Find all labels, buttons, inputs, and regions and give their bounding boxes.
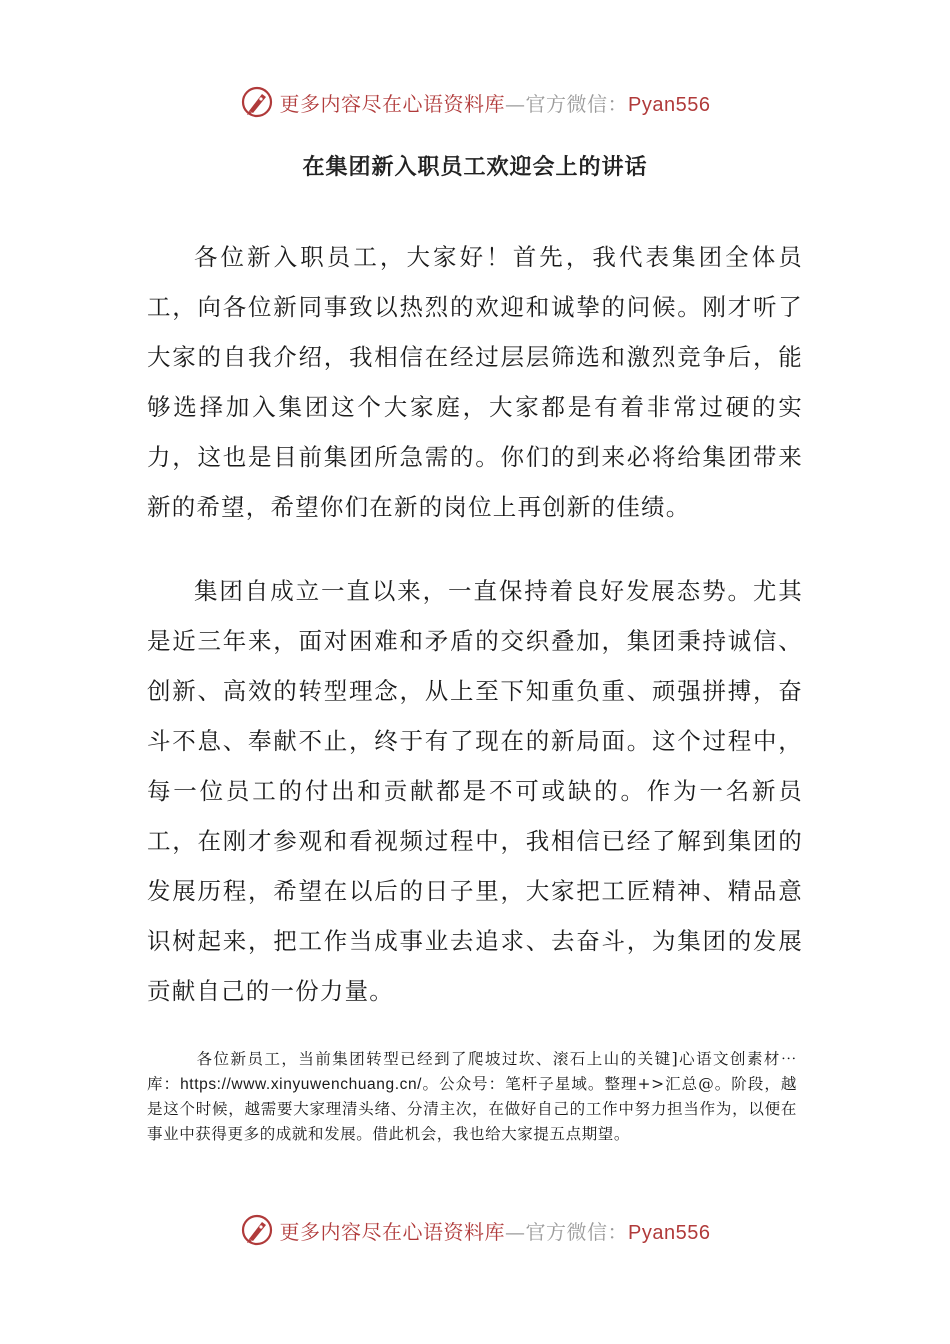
header-banner-dash: — <box>505 91 526 116</box>
footer-banner-text <box>280 1216 711 1245</box>
header-banner-wechat-label: 官方微信： <box>525 91 629 116</box>
footer-banner-main: 更多内容尽在心语资料库 <box>279 1219 506 1244</box>
header-banner <box>0 80 950 124</box>
document-title: 在集团新入职员工欢迎会上的讲话 <box>302 155 648 180</box>
header-banner-main: 更多内容尽在心语资料库 <box>279 91 506 116</box>
footer-banner-wechat-label: 官方微信： <box>525 1219 629 1244</box>
footer-banner-wechat-id: Pyan556 <box>628 1221 711 1244</box>
note-url: https://www.xinyuwenchuang.cn/ <box>180 1076 423 1093</box>
note-text-after-url: 。公众号：笔杆子星域。整理+>汇总@。阶段，越是这个时候，越需要大家理清头绪、分清主次，在做好自己的工作中努力担当作为，以便在事业中获得更多的成就和发展。借此机会，我也给大家提五点期望。 <box>147 1075 797 1143</box>
body-paragraph-2: 集团自成立一直以来，一直保持着良好发展态势。尤其是近三年来，面对困难和矛盾的交织叠加，集团秉持诚信、创新、高效的转型理念，从上至下知重负重、顽强拼搏，奋斗不息、奉献不止，终于有了现在的新局面。这个过程中，每一位员工的付出和贡献都是不可或缺的。作为一名新员工，在刚才参观和看视频过程中，我相信已经了解到集团的发展历程，希望在以后的日子里，大家把工匠精神、精品意识树起来，把工作当成事业去追求、去奋斗，为集团的发展贡献自己的一份力量。 <box>147 577 803 1005</box>
pen-logo-icon <box>240 1213 274 1247</box>
pen-logo-icon <box>240 85 274 119</box>
footer-banner-dash: — <box>505 1219 526 1244</box>
body-paragraph-1: 各位新入职员工，大家好！首先，我代表集团全体员工，向各位新同事致以热烈的欢迎和诚挚的问候。刚才听了大家的自我介绍，我相信在经过层层筛选和激烈竞争后，能够选择加入集团这个大家庭，大家都是有着非常过硬的实力，这也是目前集团所急需的。你们的到来必将给集团带来新的希望，希望你们在新的岗位上再创新的佳绩。 <box>147 243 803 521</box>
header-banner-text <box>280 88 711 117</box>
header-banner-wechat-id: Pyan556 <box>628 93 711 116</box>
footnote-paragraph <box>147 1047 797 1147</box>
footer-banner <box>0 1208 950 1252</box>
note-text-before-url: 各位新员工，当前集团转型已经到了爬坡过坎、滚石上山的关键]心语文创素材⋯库： <box>147 1050 797 1093</box>
